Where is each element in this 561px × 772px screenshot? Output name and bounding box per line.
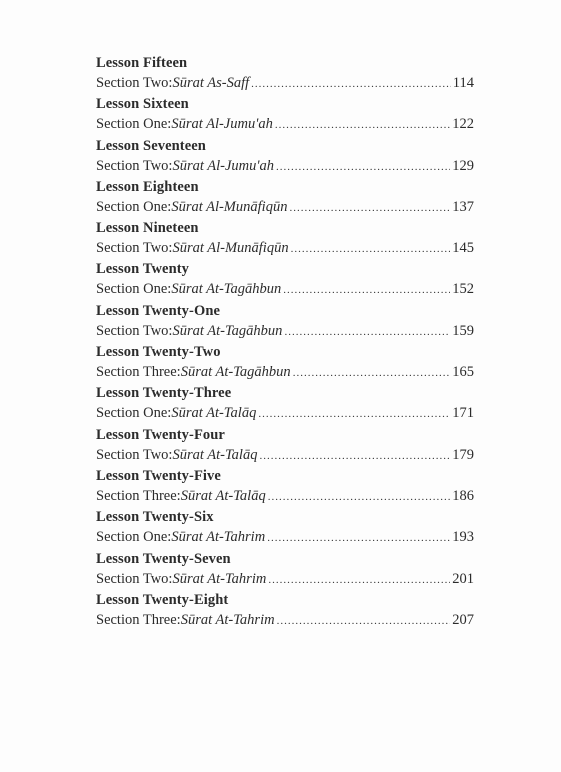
section-label: Section Two: <box>96 446 173 463</box>
dot-leader <box>293 367 451 379</box>
surah-name: Sūrat Al-Munāfiqūn <box>172 240 289 257</box>
toc-lesson <box>96 258 474 299</box>
dot-leader <box>289 202 450 214</box>
section-label: Section One: <box>96 281 172 298</box>
toc-entry <box>96 488 474 505</box>
toc-lesson <box>96 135 474 176</box>
lesson-title: Lesson Twenty-Eight <box>96 591 229 608</box>
toc-entry <box>96 612 474 629</box>
toc-entry <box>96 447 474 464</box>
toc-lesson <box>96 589 474 630</box>
lesson-title: Lesson Twenty-Seven <box>96 550 231 567</box>
lesson-title: Lesson Twenty-Six <box>96 509 214 526</box>
dot-leader <box>276 161 450 173</box>
section-label: Section One: <box>96 405 172 422</box>
section-label: Section Two: <box>96 240 173 257</box>
toc-entry <box>96 75 474 92</box>
page-number: 114 <box>452 75 474 91</box>
section-label: Section Two: <box>96 75 173 91</box>
lesson-title: Lesson Eighteen <box>96 178 199 195</box>
dot-leader <box>259 450 450 462</box>
lesson-title: Lesson Sixteen <box>96 96 189 113</box>
section-label: Section Three: <box>96 611 181 628</box>
section-label: Section Two: <box>96 157 173 174</box>
page-number: 179 <box>452 446 474 463</box>
toc-lesson <box>96 382 474 423</box>
page-number: 193 <box>452 529 474 546</box>
dot-leader <box>284 326 450 338</box>
surah-name: Sūrat At-Talāq <box>172 446 258 463</box>
lesson-title: Lesson Twenty-Five <box>96 467 221 484</box>
table-of-contents <box>96 52 474 630</box>
lesson-title: Lesson Fifteen <box>96 55 188 71</box>
section-label: Section Three: <box>96 364 181 381</box>
toc-entry <box>96 364 474 381</box>
dot-leader <box>268 491 451 503</box>
toc-entry <box>96 571 474 588</box>
toc-entry <box>96 281 474 298</box>
toc-lesson <box>96 52 474 93</box>
surah-name: Sūrat At-Tahrim <box>180 611 275 628</box>
surah-name: Sūrat At-Tahrim <box>171 529 266 546</box>
toc-entry <box>96 405 474 422</box>
dot-leader <box>251 78 451 90</box>
toc-entry <box>96 323 474 340</box>
surah-name: Sūrat At-Talāq <box>171 405 257 422</box>
toc-lesson <box>96 424 474 465</box>
toc-lesson <box>96 548 474 589</box>
lesson-title: Lesson Twenty-Four <box>96 426 225 443</box>
toc-entry <box>96 158 474 175</box>
section-label: Section Three: <box>96 487 181 504</box>
toc-lesson <box>96 465 474 506</box>
page-number: 165 <box>452 364 474 381</box>
lesson-title: Lesson Twenty-Three <box>96 385 232 402</box>
page-number: 129 <box>452 157 474 174</box>
page-number: 159 <box>452 322 474 339</box>
section-label: Section Two: <box>96 322 173 339</box>
surah-name: Sūrat Al-Jumu'ah <box>172 157 274 174</box>
lesson-title: Lesson Twenty-Two <box>96 344 221 361</box>
page-number: 171 <box>452 405 474 422</box>
page-number: 201 <box>452 570 474 587</box>
page-number: 207 <box>452 611 474 628</box>
page-number: 137 <box>452 198 474 215</box>
dot-leader <box>258 408 450 420</box>
page-number: 152 <box>452 281 474 298</box>
dot-leader <box>277 615 451 627</box>
dot-leader <box>275 119 450 131</box>
toc-entry <box>96 199 474 216</box>
page-number: 122 <box>452 116 474 133</box>
dot-leader <box>268 574 450 586</box>
section-label: Section Two: <box>96 570 173 587</box>
page-number: 145 <box>452 240 474 257</box>
lesson-title: Lesson Twenty-One <box>96 302 221 319</box>
toc-lesson <box>96 217 474 258</box>
toc-lesson <box>96 300 474 341</box>
lesson-title: Lesson Nineteen <box>96 220 199 237</box>
surah-name: Sūrat Al-Munāfiqūn <box>171 198 288 215</box>
dot-leader <box>283 284 450 296</box>
surah-name: Sūrat At-Tagāhbun <box>180 364 291 381</box>
section-label: Section One: <box>96 116 172 133</box>
surah-name: Sūrat As-Saff <box>172 75 250 91</box>
toc-entry <box>96 240 474 257</box>
surah-name: Sūrat At-Tagāhbun <box>172 322 283 339</box>
toc-lesson <box>96 341 474 382</box>
toc-lesson <box>96 93 474 134</box>
section-label: Section One: <box>96 529 172 546</box>
lesson-title: Lesson Seventeen <box>96 137 206 154</box>
dot-leader <box>291 243 451 255</box>
toc-entry <box>96 116 474 133</box>
toc-lesson <box>96 506 474 547</box>
lesson-title: Lesson Twenty <box>96 261 190 278</box>
surah-name: Sūrat At-Tagāhbun <box>171 281 282 298</box>
surah-name: Sūrat At-Talāq <box>180 487 266 504</box>
section-label: Section One: <box>96 198 172 215</box>
toc-lesson <box>96 176 474 217</box>
page-number: 186 <box>452 487 474 504</box>
dot-leader <box>267 532 450 544</box>
surah-name: Sūrat Al-Jumu'ah <box>171 116 273 133</box>
surah-name: Sūrat At-Tahrim <box>172 570 267 587</box>
toc-entry <box>96 529 474 546</box>
